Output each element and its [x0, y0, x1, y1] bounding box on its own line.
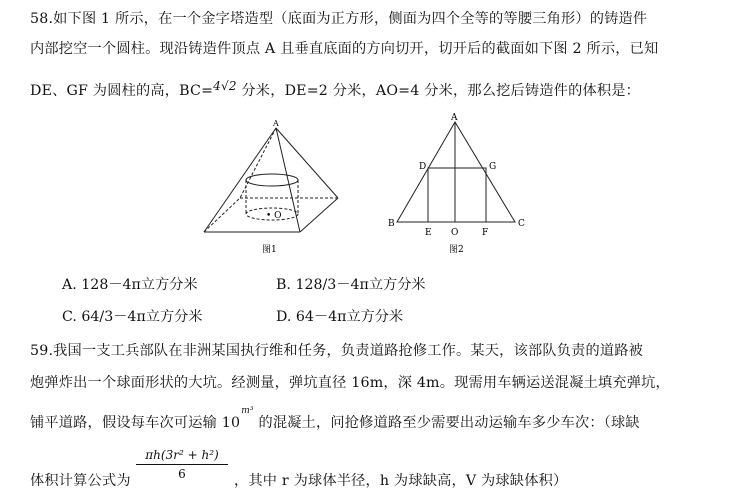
q59-line-1: 59.我国一支工兵部队在非洲某国执行维和任务，负责道路抢修工作。某天，该部队负责的道路被 — [30, 343, 644, 359]
q59-line-3b: 的混凝土，问抢修道路至少需要出动运输车多少车次：（球缺 — [253, 415, 640, 431]
fig1-label-o: • O — [266, 211, 282, 221]
fig2-label-d: D — [419, 162, 427, 172]
q58-line-2: 内部挖空一个圆柱。现沿铸造件顶点 A 且垂直底面的方向切开，切开后的截面如下图 2 所示，已知 — [30, 41, 659, 57]
fig2-label-b: B — [388, 219, 395, 229]
fig1-label-a: A — [273, 119, 279, 128]
formula-denominator: 6 — [178, 467, 186, 481]
fig1-caption: 图1 — [262, 245, 277, 255]
option-d: D. 64－4π立方分米 — [276, 309, 404, 325]
option-a: A. 128－4π立方分米 — [62, 277, 198, 293]
bc-value: 4√2 — [213, 79, 237, 93]
q59-line-4b: ，其中 r 为球体半径，h 为球缺高，V 为球缺体积） — [234, 473, 568, 489]
option-b: B. 128/3－4π立方分米 — [276, 277, 426, 293]
fig2-label-e: E — [425, 228, 432, 238]
q58-line-3 — [30, 80, 640, 100]
figure-2-cross-section — [385, 110, 535, 260]
q58-line-3a: DE、GF 为圆柱的高，BC= — [30, 83, 214, 99]
fig2-label-o: O — [451, 228, 459, 238]
fig2-label-g: G — [489, 162, 497, 172]
q58-line-1: 58.如下图 1 所示，在一个金字塔造型（底面为正方形，侧面为四个全等的等腰三角形）的铸造件 — [30, 11, 648, 27]
figure-1-pyramid — [200, 118, 350, 260]
spherical-cap-formula — [136, 448, 228, 481]
fig2-label-f: F — [482, 228, 489, 238]
fraction-bar — [136, 464, 228, 465]
q59-line-3 — [30, 406, 640, 432]
q58-line-3b: 分米，DE=2 分米，AO=4 分米，那么挖后铸造件的体积是： — [236, 83, 641, 99]
q59-line-2: 炮弹炸出一个球面形状的大坑。经测量，弹坑直径 16m，深 4m。现需用车辆运送混凝土填充弹坑， — [30, 375, 670, 391]
option-c: C. 64/3－4π立方分米 — [62, 309, 203, 325]
q59-line-3a: 铺平道路，假设每车次可运输 10 — [30, 415, 241, 431]
fig2-label-a: A — [451, 113, 458, 123]
q59-line-4a: 体积计算公式为 — [30, 473, 131, 489]
unit-superscript: m³ — [241, 406, 254, 416]
fig2-label-c: C — [518, 219, 525, 229]
fig2-caption: 图2 — [449, 245, 464, 255]
formula-numerator: πh(3r² + h²) — [145, 448, 219, 462]
